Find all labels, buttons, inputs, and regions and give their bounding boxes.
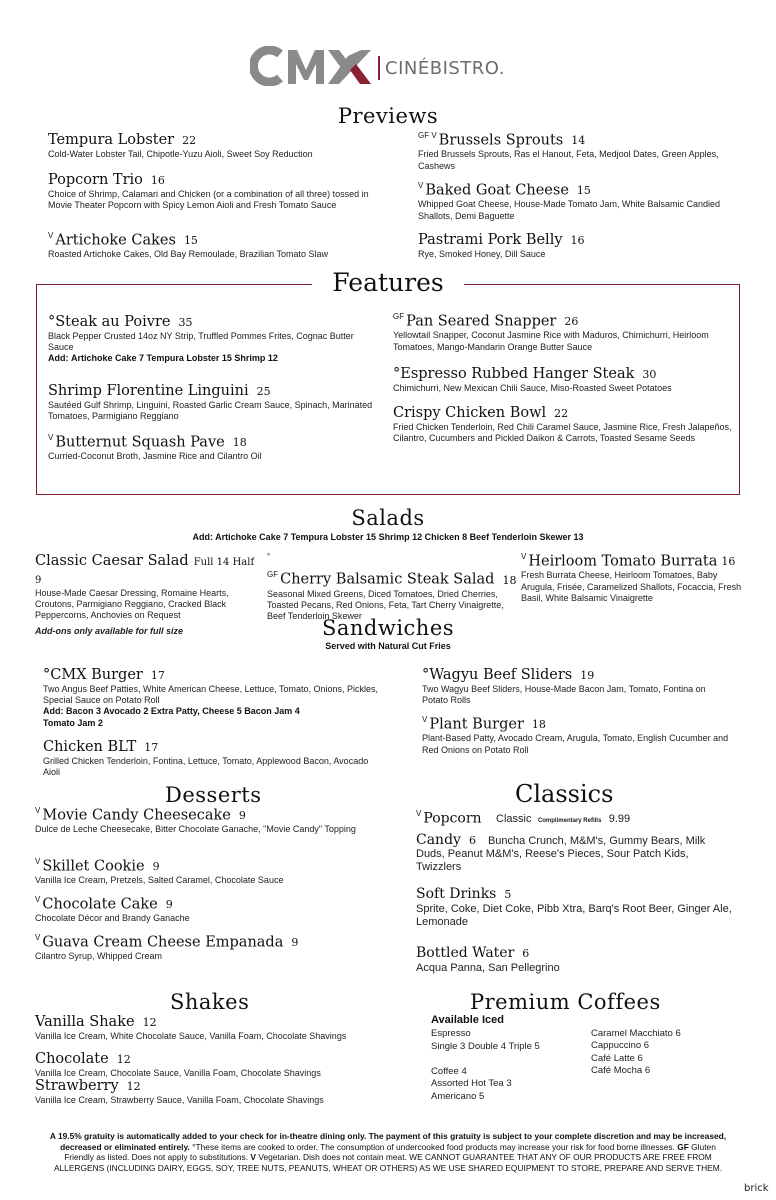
disclaimer-text: Vegetarian. Dish does not contain meat. WE CANNOT GUARANTEE THAT ANY OF OUR PRODUCTS ARE FREE FROM [256,1152,712,1162]
item-desc: Whipped Goat Cheese, House-Made Tomato Jam, White Balsamic Candied Shallots, Demi Baguette [418,199,720,221]
logo [250,44,540,88]
classics-title: Classics [515,780,614,808]
item-name: °Espresso Rubbed Hanger Steak [393,366,635,382]
item-desc: Chimichurri, New Mexican Chili Sauce, Miso-Roasted Sweet Potatoes [393,383,672,393]
addon-list: Add: Artichoke Cake 7 Tempura Lobster 15 Shrimp 12 Chicken 8 Beef Tenderloin Skewer 13 [192,532,584,542]
menu-item [43,666,383,729]
item-name: Pan Seared Snapper [406,313,557,330]
menu-item [35,895,395,925]
disclaimer-line: A 19.5% gratuity is automatically added to your check for in-theatre dining only. The payment of this gratuity is subject to your complete discretion and may be increased, [49,1131,727,1141]
cmx-logo-mark [250,46,374,86]
coffee-line [431,1053,591,1066]
item-name: Crispy Chicken Bowl [393,405,547,421]
item-name: Strawberry [35,1078,119,1094]
item-price: 12 [142,1016,157,1029]
item-price: 9 [238,809,246,823]
menu-item [35,806,395,836]
item-name: Popcorn [423,810,482,827]
dietary-mark: V [48,433,54,442]
item-name: Brussels Sprouts [438,132,564,149]
item-desc: Fried Brussels Sprouts, Ras el Hanout, Feta, Medjool Dates, Green Apples, Cashews [418,149,719,171]
menu-item [418,131,738,172]
sandwiches-title: Sandwiches [321,616,455,640]
coffee-line: Café Mocha 6 [591,1065,651,1076]
features-title: Features [312,268,464,297]
item-name: Vanilla Shake [35,1014,135,1030]
item-name: Tempura Lobster [48,132,175,148]
legal-disclaimer [18,1131,758,1173]
item-name: Movie Candy Cheesecake [42,807,231,824]
menu-item [35,1077,395,1106]
item-desc: Two Wagyu Beef Sliders, House-Made Bacon Jam, Tomato, Fontina on Potato Rolls [422,684,706,706]
menu-item [48,131,388,160]
item-desc: Two Angus Beef Patties, White American Cheese, Lettuce, Tomato, Onions, Pickles, Special Sauce on Potato Roll [43,684,379,706]
item-name: Bottled Water [416,945,515,961]
item-price: Full 14 Half 9 [35,557,255,586]
item-price: 5 [504,888,512,901]
dietary-mark: V [35,933,41,942]
menu-item [48,313,368,365]
item-name: Popcorn Trio [48,172,143,188]
coffee-line: Assorted Hot Tea 3 [431,1078,512,1089]
item-price: 22 [182,134,197,147]
disclaimer-line: ALLERGENS (INCLUDING DAIRY, EGGS, SOY, TREE NUTS, PEANUTS, WHEAT OR OTHERS) AS WE USE SHARED EQUIPMENT TO STORE, PREPARE AND SERVE THEM. [53,1162,723,1173]
menu-item [35,857,395,887]
menu-item [393,365,733,394]
item-desc: Vanilla Ice Cream, Pretzels, Salted Caramel, Chocolate Sauce [35,875,284,886]
item-price: 15 [576,184,591,198]
logo-sub: CINÉBISTRO. [385,58,505,79]
item-desc: Acqua Panna, San Pellegrino [416,962,560,974]
item-price: 17 [150,669,165,682]
item-desc: Choice of Shrimp, Calamari and Chicken (or a combination of all three) tossed in Movie Theater Popcorn with Spicy Lemon Aioli and Fresh Tomato Sauce [48,189,369,211]
item-name: Chicken BLT [43,739,137,755]
item-desc: Grilled Chicken Tenderloin, Fontina, Lettuce, Tomato, Applewood Bacon, Avocado Aioli [43,756,369,778]
item-price: 14 [571,134,586,148]
coffee-line [591,1015,741,1028]
menu-item [267,552,517,622]
sandwiches-subtitle: Served with Natural Cut Fries [325,641,451,651]
item-price: 9 [165,898,173,912]
menu-item [43,738,383,778]
menu-item [35,1013,395,1042]
coffee-col-2 [591,1015,741,1078]
coffee-line: Caramel Macchiato 6 [591,1027,681,1039]
item-desc: Sautéed Gulf Shrimp, Linguini, Roasted Garlic Cream Sauce, Spinach, Marinated Tomatoes, Parmigiano Reggiano [48,400,373,422]
item-price: 9.99 [608,813,631,826]
dietary-mark: GF V [418,131,437,140]
dietary-mark: V [35,806,41,815]
item-desc: Vanilla Ice Cream, White Chocolate Sauce, Vanilla Foam, Chocolate Shavings [35,1031,347,1041]
coffee-line: Café Latte 6 [591,1052,643,1064]
addon-list: Bacon 3 Avocado 2 Extra Patty, Cheese 5 Bacon Jam 4 [66,706,300,717]
dietary-mark: V [35,895,41,904]
menu-item [416,834,736,874]
brick-tag: brick [744,1183,769,1194]
coffee-line: Single 3 Double 4 Triple 5 [431,1040,540,1052]
item-price: 22 [554,407,569,420]
item-name: Heirloom Tomato Burrata [528,553,718,570]
dietary-mark: V [418,181,424,190]
menu-item [521,552,743,604]
shakes-title: Shakes [170,990,250,1014]
item-name: Baked Goat Cheese [425,182,569,199]
item-name: Cherry Balsamic Steak Salad [280,571,495,588]
dietary-mark: V [422,715,428,724]
coffees-title: Premium Coffees [470,990,661,1014]
item-price: 18 [502,573,517,587]
item-desc: Vanilla Ice Cream, Strawberry Sauce, Vanilla Foam, Chocolate Shavings [35,1095,324,1105]
dietary-mark: V [48,231,54,240]
disclaimer-bold: GF [677,1141,689,1152]
menu-item [416,944,746,975]
menu-item [416,809,746,827]
item-desc: Yellowtail Snapper, Coconut Jasmine Rice with Maduros, Chimichurri, Heirloom Tomatoes, Mango-Mandarin Orange Butter Sauce [393,330,709,352]
item-desc: Rye, Smoked Honey, Dill Sauce [418,249,546,259]
dietary-mark: ° GF [267,552,279,580]
disclaimer-bold: V [250,1152,256,1162]
item-price: 25 [256,385,271,398]
item-price: 16 [721,555,736,569]
addon-label: Add: [43,706,64,717]
item-name: Classic Caesar Salad [35,553,189,569]
item-desc: Roasted Artichoke Cakes, Old Bay Remoulade, Brazilian Tomato Slaw [48,249,328,260]
item-price: 18 [531,718,546,732]
item-name: Candy [416,832,461,848]
dietary-mark: V [35,857,41,866]
item-name: Guava Cream Cheese Empanada [42,934,284,951]
item-desc: Black Pepper Crusted 14oz NY Strip, Truffled Pommes Frites, Cognac Butter Sauce [48,331,354,353]
item-desc: Fried Chicken Tenderloin, Red Chili Caramel Sauce, Jasmine Rice, Fresh Jalapeños, Cilantro, Cucumbers and Pickled Daikon & Carrots, Toasted Sesame Seeds [393,422,732,444]
addon-list: Artichoke Cake 7 Tempura Lobster 15 Shrimp 12 [71,353,278,364]
item-desc: Seasonal Mixed Greens, Diced Tomatoes, Dried Cherries, Toasted Pecans, Red Onions, Feta, Tart Cherry Vinaigrette, Beef Tenderloin Skewer [267,588,504,622]
disclaimer-bold: decreased or eliminated entirely. [60,1141,190,1152]
item-name: °Wagyu Beef Sliders [422,667,573,683]
item-name: Skillet Cookie [42,858,145,875]
dietary-mark: GF [393,312,405,321]
menu-item [35,1050,395,1079]
item-price: 30 [642,368,657,381]
popcorn-note: Complimentary Refills [537,818,602,825]
item-name: Butternut Squash Pave [55,434,225,451]
item-name: Artichoke Cakes [55,232,176,249]
coffee-line: Coffee 4 [431,1065,467,1077]
item-desc: Sprite, Coke, Diet Coke, Pibb Xtra, Barq's Root Beer, Ginger Ale, Lemonade [416,903,732,928]
item-name: Chocolate [35,1051,109,1067]
disclaimer-text: Gluten [688,1141,716,1152]
popcorn-label: Classic [496,813,532,826]
item-price: 26 [564,315,579,329]
item-name: °CMX Burger [43,667,143,683]
menu-item [422,666,732,706]
item-price: 17 [144,741,159,754]
item-price: 6 [468,834,476,847]
item-name: Pastrami Pork Belly [418,232,563,248]
item-name: Plant Burger [429,716,524,733]
previews-title: Previews [337,104,439,128]
item-price: 19 [580,669,595,682]
menu-item [48,382,378,422]
item-name: Shrimp Florentine Linguini [48,383,249,399]
dietary-mark: V [416,809,422,818]
coffee-col-1 [431,1028,591,1103]
disclaimer-text: Friendly as listed. Does not apply to substitutions. [64,1152,251,1162]
item-desc: Chocolate Décor and Brandy Ganache [35,913,190,924]
menu-item [48,231,388,261]
item-price: 9 [291,936,299,950]
menu-item [422,715,732,756]
menu-item [418,231,738,260]
item-desc: Cilantro Syrup, Whipped Cream [35,951,163,962]
menu-item [35,933,395,963]
menu-item [48,171,388,211]
item-price: 12 [116,1053,131,1066]
item-name: Soft Drinks [416,886,497,902]
menu-item [48,433,378,463]
item-desc: Dulce de Leche Cheesecake, Bitter Chocolate Ganache, "Movie Candy" Topping [35,824,356,835]
item-desc: Vanilla Ice Cream, Chocolate Sauce, Vanilla Foam, Chocolate Shavings [35,1068,321,1078]
item-desc: Fresh Burrata Cheese, Heirloom Tomatoes, Baby Arugula, Frisée, Caramelized Shallots, Focaccia, Fresh Basil, White Balsamic Vinaigrette [521,570,742,603]
item-desc: Curried-Coconut Broth, Jasmine Rice and Cilantro Oil [48,451,262,462]
item-note: Add-ons only available for full size [35,625,184,636]
iced-label: Available Iced [431,1014,504,1026]
coffee-line: Cappuccino 6 [591,1040,650,1051]
item-name: Chocolate Cake [42,896,158,913]
item-name: °Steak au Poivre [48,314,171,330]
logo-divider [378,56,380,80]
disclaimer-text: °These items are cooked to order. The consumption of undercooked food products may increase your risk for food borne illnesses. [189,1141,678,1152]
item-price: 6 [522,947,530,960]
menu-item [393,404,733,444]
addon-label: Add: [48,353,69,364]
salads-addons [0,532,776,543]
item-price: 16 [570,234,585,247]
item-price: 9 [152,860,160,874]
item-price: 15 [183,234,198,248]
dietary-mark: V [521,552,527,561]
item-desc: House-Made Caesar Dressing, Romaine Hearts, Croutons, Parmigiano Reggiano, Cracked Black Peppercorns, Anchovies on Request [35,588,229,621]
menu-item [418,181,738,222]
item-desc: Buncha Crunch, M&M's, Gummy Bears, Milk Duds, Peanut M&M's, Reese's Pieces, Sour Patch Kids, Twizzlers [416,835,706,873]
coffee-line: Americano 5 [431,1090,485,1102]
menu-item [393,312,733,353]
item-price: 16 [150,174,165,187]
addon-list: Tomato Jam 2 [43,717,103,728]
item-price: 35 [178,316,193,329]
salads-title: Salads [351,506,425,530]
item-price: 12 [126,1080,141,1093]
item-desc: Plant-Based Patty, Avocado Cream, Arugula, Tomato, English Cucumber and Red Onions on Potato Roll [422,733,729,755]
coffee-line: Espresso [431,1028,471,1039]
item-price: 18 [232,436,247,450]
item-desc: Cold-Water Lobster Tail, Chipotle-Yuzu Aioli, Sweet Soy Reduction [48,149,313,159]
menu-item [416,885,746,929]
desserts-title: Desserts [165,783,262,807]
